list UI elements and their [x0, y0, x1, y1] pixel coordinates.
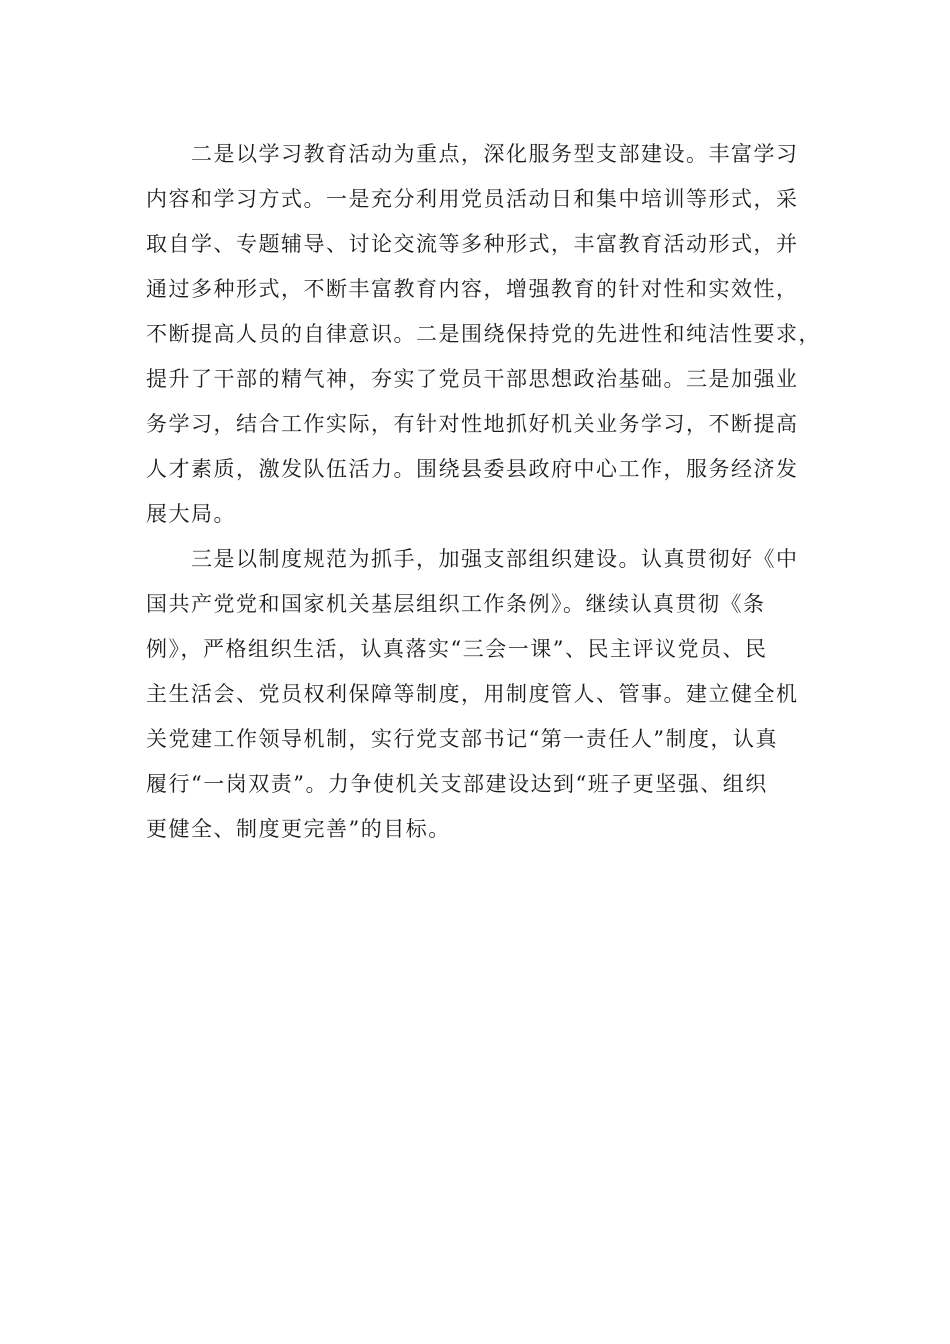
text-line: 关党建工作领导机制，实行党支部书记“第一责任人”制度，认真: [146, 727, 778, 751]
text-line: 展大局。: [146, 502, 236, 526]
text-line: 提升了干部的精气神，夯实了党员干部思想政治基础。三是加强业: [146, 367, 799, 391]
text-line: 务学习，结合工作实际，有针对性地抓好机关业务学习，不断提高: [146, 412, 799, 436]
paragraph-organization-building: [146, 537, 806, 852]
document-body: [146, 132, 821, 852]
paragraph-service-branch: [146, 132, 821, 537]
text-line: 国共产党党和国家机关基层组织工作条例》。继续认真贯彻《条: [146, 592, 766, 616]
text-line: 内容和学习方式。一是充分利用党员活动日和集中培训等形式，采: [146, 187, 799, 211]
text-line: 主生活会、党员权利保障等制度，用制度管人、管事。建立健全机: [146, 682, 799, 706]
text-line: 人才素质，激发队伍活力。围绕县委县政府中心工作，服务经济发: [146, 457, 799, 481]
text-line: 取自学、专题辅导、讨论交流等多种形式，丰富教育活动形式，并: [146, 232, 799, 256]
text-line: 通过多种形式，不断丰富教育内容，增强教育的针对性和实效性，: [146, 277, 799, 301]
text-line: 三是以制度规范为抓手，加强支部组织建设。认真贯彻好《中: [146, 547, 799, 571]
text-line: 二是以学习教育活动为重点，深化服务型支部建设。丰富学习: [146, 142, 799, 166]
text-line: 例》，严格组织生活，认真落实“三会一课”、民主评议党员、民: [146, 637, 768, 661]
text-line: 更健全、制度更完善”的目标。: [146, 817, 451, 841]
text-line: 履行“一岗双责”。力争使机关支部建设达到“班子更坚强、组织: [146, 772, 768, 796]
text-line: 不断提高人员的自律意识。二是围绕保持党的先进性和纯洁性要求，: [146, 322, 821, 346]
